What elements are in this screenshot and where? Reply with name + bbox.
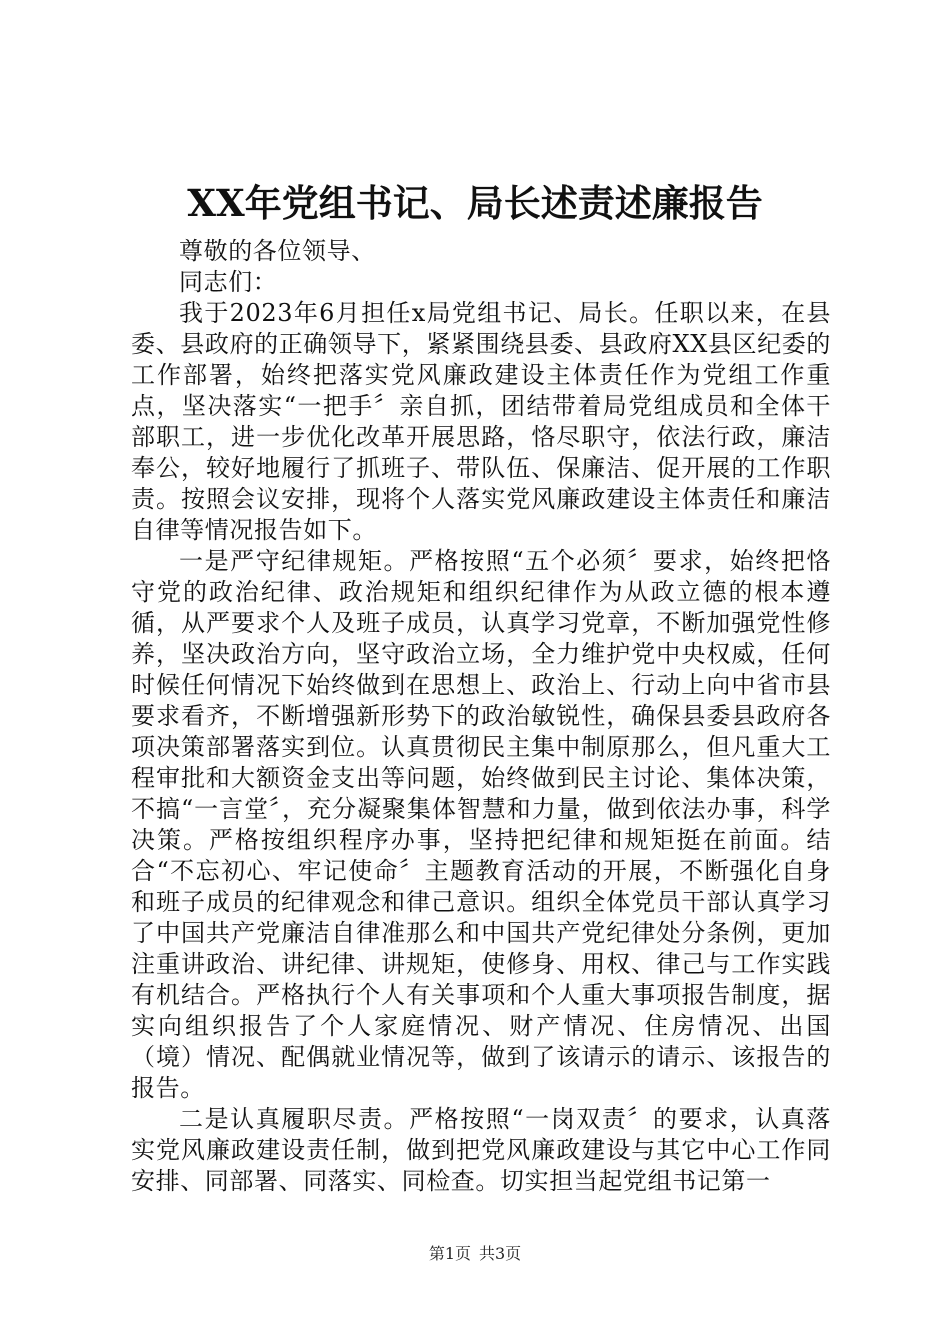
document-title: XX年党组书记、局长述责述廉报告: [187, 181, 763, 225]
body-paragraph: 一是严守纪律规矩。严格按照“五个必须〞要求，始终把恪守党的政治纪律、政治规矩和组织纪律作为从政立德的根本遵循，从严要求个人及班子成员，认真学习党章，不断加强党性修养，坚决政治方向，坚守政治立场，全力维护党中央权威，任何时候任何情况下始终做到在思想上、政治上、行动上向中省市县要求看齐，不断增强新形势下的政治敏锐性，确保县委县政府各项决策部署落实到位。认真贯彻民主集中制原那么，但凡重大工程审批和大额资金支出等问题，始终做到民主讨论、集体决策，不搞“一言堂〞，充分凝聚集体智慧和力量，做到依法办事，科学决策。严格按组织程序办事，坚持把纪律和规矩挺在前面。结合“不忘初心、牢记使命〞主题教育活动的开展，不断强化自身和班子成员的纪律观念和律己意识。组织全体党员干部认真学习了中国共产党廉洁自律准那么和中国共产党纪律处分条例，更加注重讲政治、讲纪律、讲规矩，使修身、用权、律己与工作实践有机结合。严格执行个人有关事项和个人重大事项报告制度，据实向组织报告了个人家庭情况、财产情况、住房情况、出国（境）情况、配偶就业情况等，做到了该请示的请示、该报告的报告。: [131, 547, 831, 1102]
body-paragraph: 我于2023年6月担任x局党组书记、局长。任职以来，在县委、县政府的正确领导下，紧紧围绕县委、县政府XX县区纪委的工作部署，始终把落实党风廉政建设主体责任作为党组工作重点，坚决落实“一把手〞亲自抓，团结带着局党组成员和全体干部职工，进一步优化改革开展思路，恪尽职守，依法行政，廉洁奉公，较好地履行了抓班子、带队伍、保廉洁、促开展的工作职责。按照会议安排，现将个人落实党风廉政建设主体责任和廉洁自律等情况报告如下。: [131, 299, 831, 544]
body-paragraph: 二是认真履职尽责。严格按照“一岗双责〞的要求，认真落实党风廉政建设责任制，做到把党风廉政建设与其它中心工作同安排、同部署、同落实、同检查。切实担当起党组书记第一: [131, 1105, 831, 1195]
page-footer: [0, 1244, 950, 1264]
salutation-line: 尊敬的各位领导、: [179, 237, 376, 265]
page-number: 第1页: [428, 1244, 471, 1263]
page-total: 共3页: [479, 1244, 522, 1263]
salutation-line: 同志们：: [179, 268, 278, 296]
document-body: [131, 236, 831, 1197]
